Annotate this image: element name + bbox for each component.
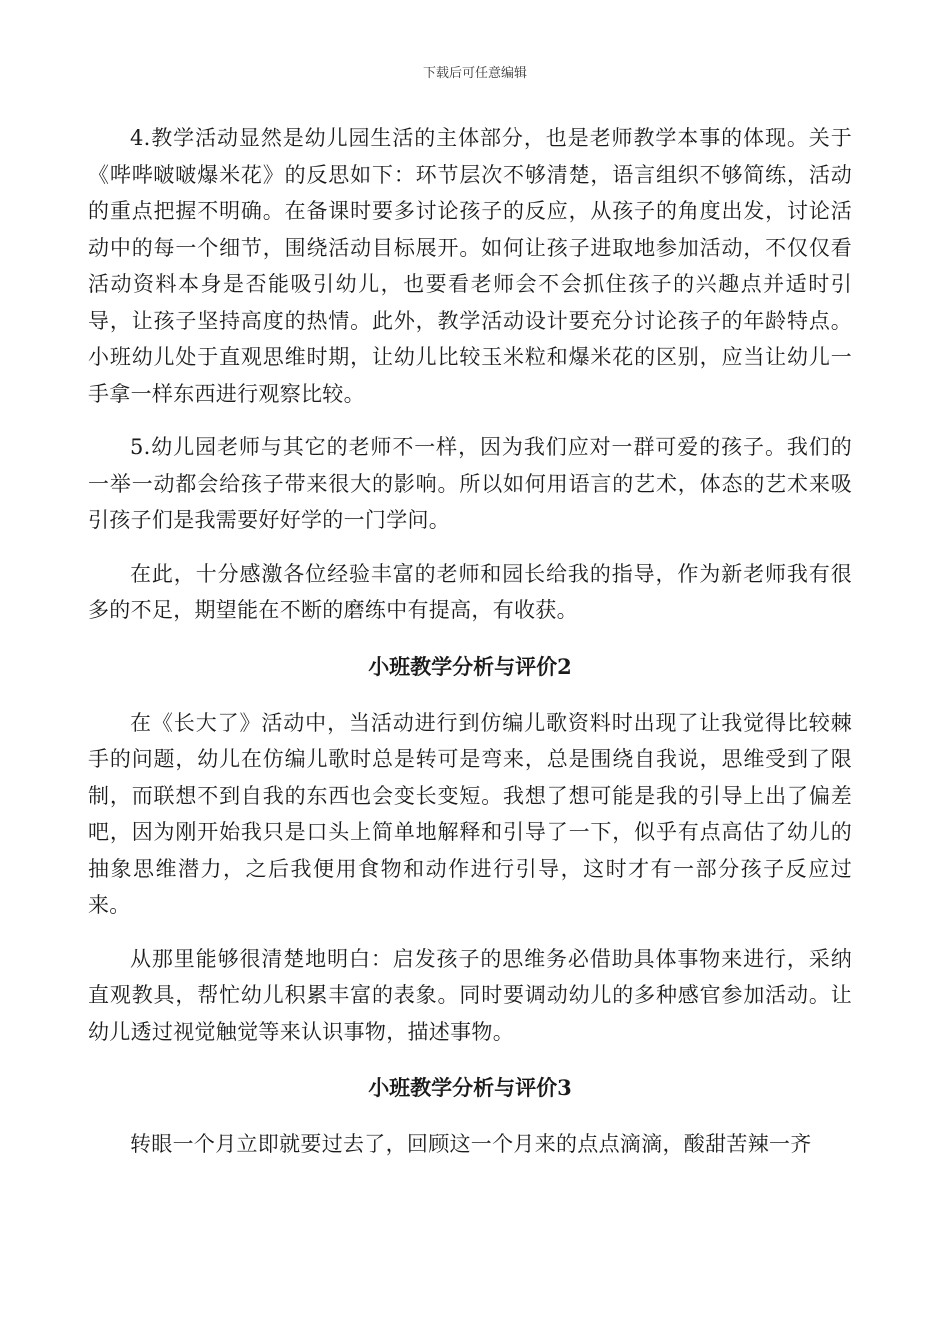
page-header: 下载后可任意编辑 — [422, 66, 527, 81]
section-title-2: 小班教学分析与评价2 — [368, 653, 572, 679]
paragraph-reflection-4: 4.教学活动显然是幼儿园生活的主体部分，也是老师教学本事的体现。关于《哔哔啵啵爆米花》的反思如下：环节层次不够清楚，语言组织不够简练，活动的重点把握不明确。在备课时要多讨论孩子的反应，从孩子的角度出发，讨论活动中的每一个细节，围绕活动目标展开。如何让孩子进取地参加活动，不仅仅看活动资料本身是否能吸引幼儿，也要看老师会不会抓住孩子的兴趣点并适时引导，让孩子坚持高度的热情。此外，教学活动设计要充分讨论孩子的年龄特点。小班幼儿处于直观思维时期，让幼儿比较玉米粒和爆米花的区别，应当让幼儿一手拿一样东西进行观察比较。 — [88, 126, 852, 406]
section2-paragraph-1: 在《长大了》活动中，当活动进行到仿编儿歌资料时出现了让我觉得比较棘手的问题，幼儿在仿编儿歌时总是转可是弯来，总是围绕自我说，思维受到了限制，而联想不到自我的东西也会变长变短。我想了想可能是我的引导上出了偏差吧，因为刚开始我只是口头上简单地解释和引导了一下，似乎有点高估了幼儿的抽象思维潜力，之后我便用食物和动作进行引导，这时才有一部分孩子反应过来。 — [88, 710, 852, 917]
section2-paragraph-2: 从那里能够很清楚地明白：启发孩子的思维务必借助具体事物来进行，采纳直观教具，帮忙幼儿积累丰富的表象。同时要调动幼儿的多种感官参加活动。让幼儿透过视觉触觉等来认识事物，描述事物。 — [88, 946, 852, 1044]
section-title-3: 小班教学分析与评价3 — [368, 1075, 572, 1100]
paragraph-reflection-5: 5.幼儿园老师与其它的老师不一样，因为我们应对一群可爱的孩子。我们的一举一动都会给孩子带来很大的影响。所以如何用语言的艺术，体态的艺术来吸引孩子们是我需要好好学的一门学问。 — [88, 435, 852, 532]
document-body — [88, 120, 852, 1180]
paragraph-thanks: 在此，十分感激各位经验丰富的老师和园长给我的指导，作为新老师我有很多的不足，期望能在不断的磨练中有提高，有收获。 — [88, 561, 852, 622]
section3-paragraph-1: 转眼一个月立即就要过去了，回顾这一个月来的点点滴滴，酸甜苦辣一齐 — [130, 1132, 812, 1156]
